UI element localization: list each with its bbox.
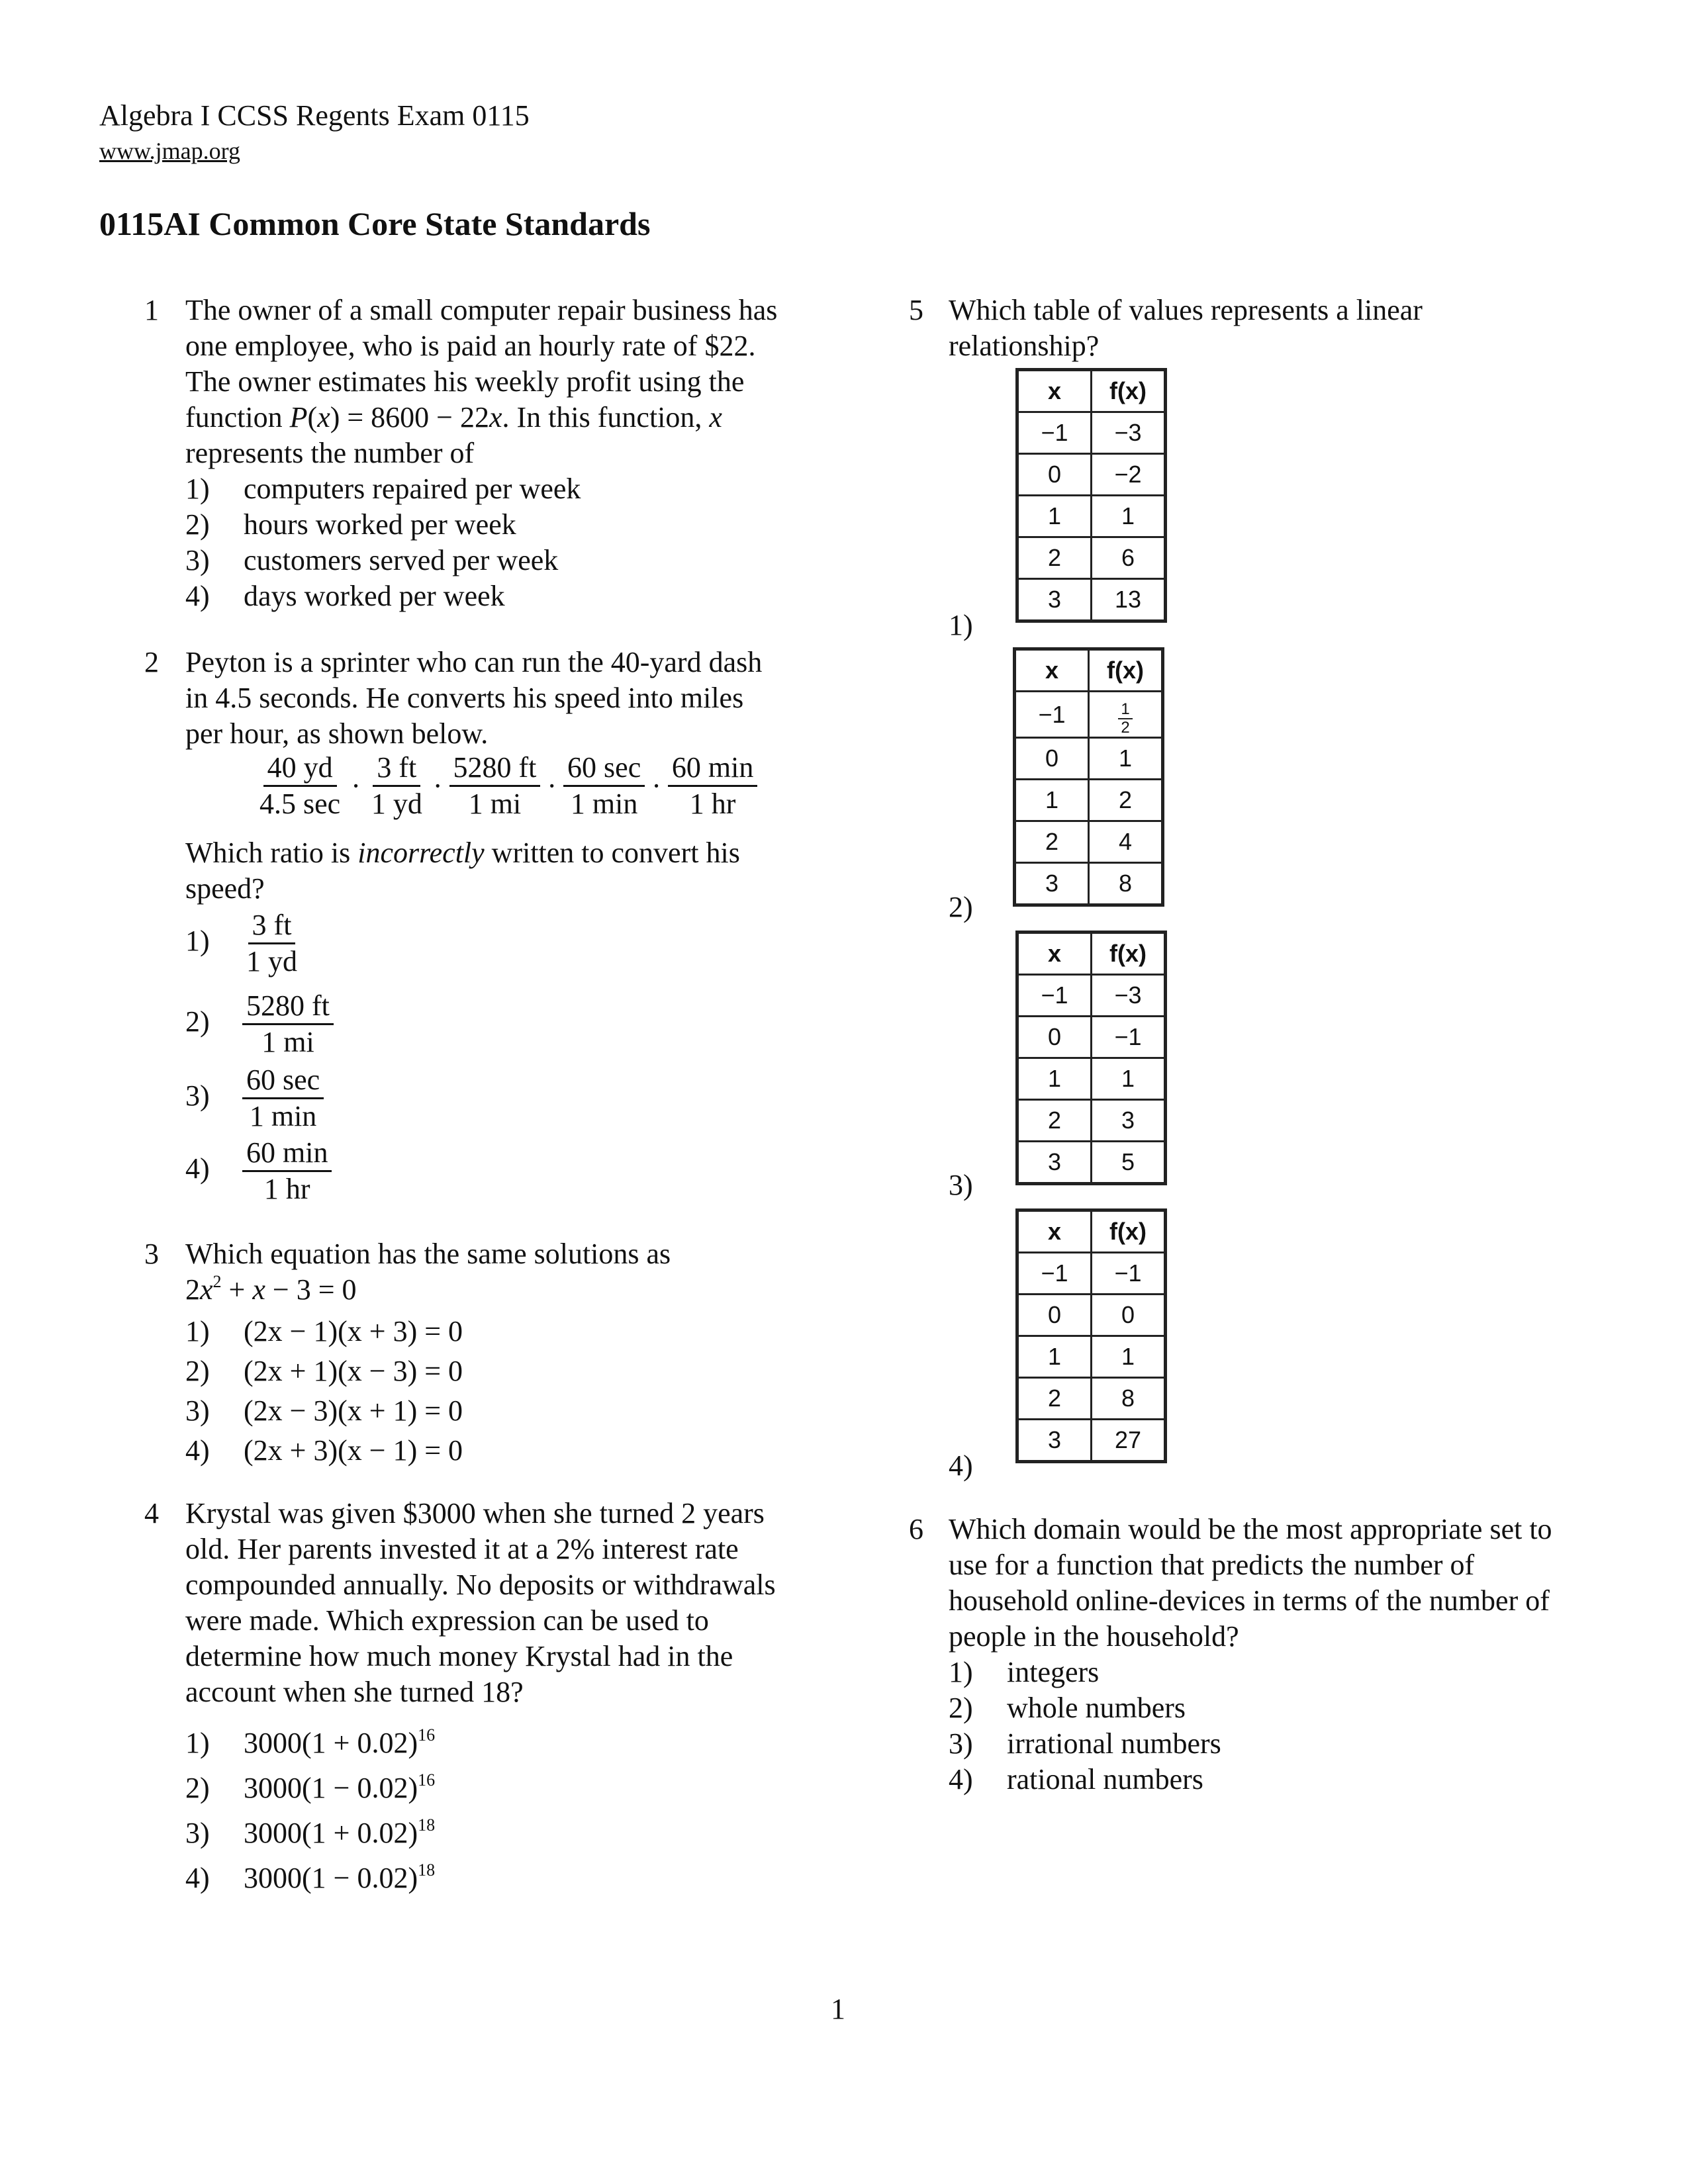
q5-table-3[interactable]: x f(x) −1 −3 0 −1 1 1 2 3 3 5 (1015, 931, 1167, 1185)
q3-line-1: Which equation has the same solutions as (185, 1238, 671, 1270)
q1-option-3[interactable]: 3) customers served per week (185, 544, 559, 576)
q2-fraction-4: $\frac{60 \sec}{1 \min}$ (563, 751, 645, 821)
q2-fraction-1: $\frac{40 yd}{4.5 \sec}$ (259, 751, 341, 820)
question-6-text (949, 1512, 1611, 1655)
q6-line-2: use for a function that predicts the number of (949, 1549, 1475, 1581)
question-5-text (949, 293, 1611, 364)
q3-option-1[interactable]: 1) (2x − 1)(x + 3) = 0 (185, 1315, 463, 1347)
question-3-number: 3 (144, 1238, 159, 1270)
question-5-number: 5 (909, 294, 923, 326)
exam-title: Algebra I CCSS Regents Exam 0115 (99, 99, 530, 132)
q1-line-4: function P(x) = 8600 − 22x. In this function, x (185, 401, 722, 433)
question-3-text (185, 1236, 847, 1308)
q5-line-2: relationship? (949, 330, 1100, 362)
q5-table-1[interactable]: x f(x) −1 −3 0 −2 1 1 2 6 3 13 (1015, 368, 1167, 623)
question-2-text (185, 645, 847, 752)
q1-line-3: The owner estimates his weekly profit using the (185, 365, 745, 398)
q4-line-4: were made. Which expression can be used to (185, 1604, 709, 1637)
q2-line-1: Peyton is a sprinter who can run the 40-yard dash (185, 646, 763, 678)
q1-line-2: one employee, who is paid an hourly rate of $22. (185, 330, 756, 362)
question-4-number: 4 (144, 1497, 159, 1529)
site-url[interactable]: www.jmap.org (99, 138, 240, 164)
q1-option-4[interactable]: 4) days worked per week (185, 580, 505, 612)
q4-option-4[interactable]: 4) $3000(1 - 0.02)^{18}$ (185, 1860, 436, 1894)
question-3-options (185, 1312, 463, 1471)
q2-fraction-2: $\frac{3 ft}{1 yd}$ (371, 751, 422, 820)
page-number: 1 (831, 1993, 845, 2025)
q2-line-3: per hour, as shown below. (185, 717, 489, 750)
q5-option-1-label[interactable]: 1) (949, 609, 973, 641)
q4-option-2[interactable]: 2) $3000(1 - 0.02)^{16}$ (185, 1770, 436, 1804)
q3-option-2[interactable]: 2) (2x + 1)(x − 3) = 0 (185, 1355, 463, 1387)
q3-equation: $2x^2 + x - 3 = 0$ (185, 1272, 357, 1306)
q1-option-2[interactable]: 2) hours worked per week (185, 508, 516, 541)
q2-fraction-3: $\frac{5280 ft}{1 mi}$ (449, 751, 541, 821)
q6-line-3: household online-devices in terms of the number of (949, 1584, 1550, 1617)
q1-line-5: represents the number of (185, 437, 475, 469)
q2-question (185, 835, 847, 907)
question-1-number: 1 (144, 294, 159, 326)
q2-line-2: in 4.5 seconds. He converts his speed into miles (185, 682, 744, 714)
q6-option-3[interactable]: 3) irrational numbers (949, 1727, 1221, 1760)
q6-line-1: Which domain would be the most appropriate set to (949, 1513, 1552, 1545)
question-6-options (949, 1655, 1221, 1797)
q2-conversion-expression: $\frac{40 yd}{4.5 \sec}$ · $\frac{3 ft}{1 yd}$ · $\frac{5280 ft}{1 mi}$ · $\frac{60 \sec}{1 \min}$ · $\frac{60 \min}{1 hr}$ (252, 751, 761, 821)
q2-question-line-1: Which ratio is incorrectly written to convert his (185, 837, 740, 869)
q5-option-3-label[interactable]: 3) (949, 1169, 973, 1201)
q6-option-4[interactable]: 4) rational numbers (949, 1763, 1203, 1796)
q2-option-4[interactable]: 4) $\frac{60 \min}{1 hr}$ (185, 1136, 336, 1206)
q4-line-3: compounded annually. No deposits or withdrawals (185, 1569, 776, 1601)
question-1-options (185, 471, 581, 614)
q5-table-4[interactable]: x f(x) −1 −1 0 0 1 1 2 8 3 27 (1015, 1208, 1167, 1463)
q4-line-5: determine how much money Krystal had in the (185, 1640, 733, 1672)
q4-option-1[interactable]: 1) $3000(1 + 0.02)^{16}$ (185, 1725, 436, 1759)
question-1-text (185, 293, 847, 471)
q2-option-3[interactable]: 3) $\frac{60 \sec}{1 \min}$ (185, 1063, 328, 1134)
q3-option-4[interactable]: 4) (2x + 3)(x − 1) = 0 (185, 1434, 463, 1467)
question-4-options (185, 1721, 435, 1901)
one-half-fraction: $\frac{1}{2}$ (1089, 692, 1163, 738)
question-2-number: 2 (144, 646, 159, 678)
question-4-text (185, 1496, 847, 1710)
q6-option-2[interactable]: 2) whole numbers (949, 1692, 1186, 1724)
q2-option-1[interactable]: 1) $\frac{3 ft}{1 yd}$ (185, 909, 297, 978)
q4-line-6: account when she turned 18? (185, 1676, 524, 1708)
q5-line-1: Which table of values represents a linear (949, 294, 1423, 326)
q5-table-2[interactable]: x f(x) −1 $\frac{1}{2}$ 0 1 1 2 2 4 3 8 (1013, 647, 1164, 907)
q2-option-2[interactable]: 2) $\frac{5280 ft}{1 mi}$ (185, 989, 338, 1060)
question-6-number: 6 (909, 1513, 923, 1545)
q2-question-line-2: speed? (185, 872, 265, 905)
q4-option-3[interactable]: 3) $3000(1 + 0.02)^{18}$ (185, 1815, 436, 1849)
q6-option-1[interactable]: 1) integers (949, 1656, 1100, 1688)
document-heading: 0115AI Common Core State Standards (99, 205, 651, 242)
q5-option-4-label[interactable]: 4) (949, 1449, 973, 1482)
q5-option-2-label[interactable]: 2) (949, 891, 973, 923)
q4-line-2: old. Her parents invested it at a 2% interest rate (185, 1533, 739, 1565)
q3-option-3[interactable]: 3) (2x − 3)(x + 1) = 0 (185, 1394, 463, 1427)
q2-fraction-5: $\frac{60 \min}{1 hr}$ (668, 751, 757, 821)
q4-line-1: Krystal was given $3000 when she turned 2 years (185, 1497, 765, 1529)
q6-line-4: people in the household? (949, 1620, 1239, 1653)
q1-line-1: The owner of a small computer repair business has (185, 294, 778, 326)
q1-option-1[interactable]: 1) computers repaired per week (185, 473, 581, 505)
